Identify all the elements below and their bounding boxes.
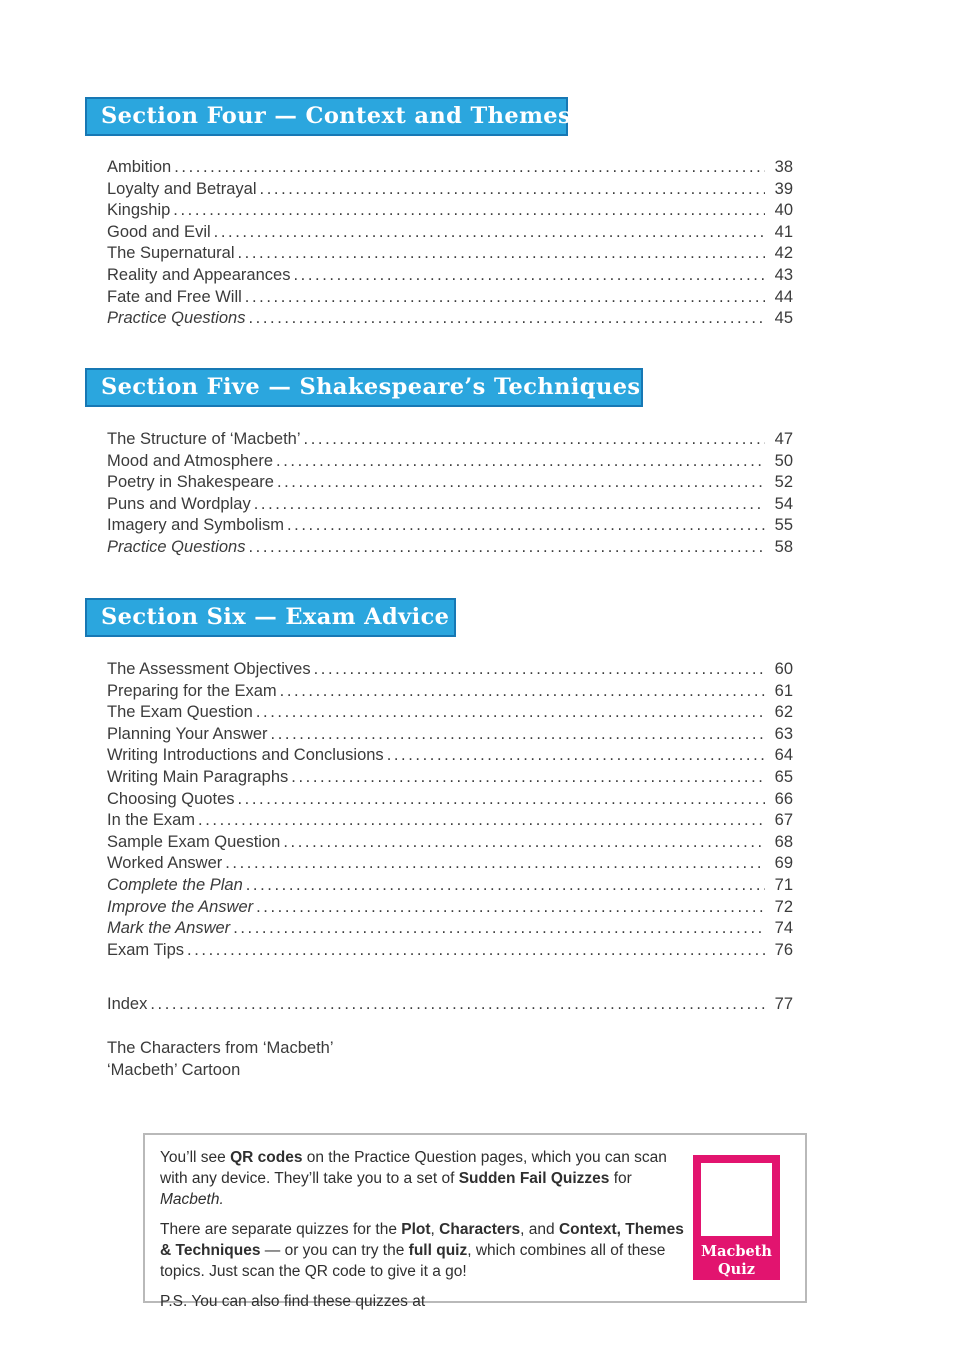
toc-entry [107,994,793,1016]
toc-entry-page: 61 [774,681,793,700]
toc-leader-dots [293,265,765,287]
toc-entry-label: Complete the Plan [107,875,243,894]
qr-code-image [701,1163,772,1236]
toc-leader-dots [248,308,765,330]
section-six-list [107,659,793,961]
toc-entry-page: 55 [774,516,793,535]
toc-entry-label: Mood and Atmosphere [107,451,274,470]
toc-entry-page: 60 [774,660,793,678]
toc-leader-dots [233,918,765,940]
toc-entry [107,897,793,919]
toc-leader-dots [198,810,765,832]
toc-leader-dots [150,994,765,1016]
toc-leader-dots [173,200,765,222]
toc-entry-page: 74 [774,919,793,938]
toc-entry-label: Writing Main Paragraphs [107,767,289,786]
toc-entry-label: The Exam Question [107,703,253,722]
qr-box-text [160,1138,688,1312]
toc-entry-page: 41 [774,222,793,241]
toc-entry-label: Loyalty and Betrayal [107,179,257,198]
toc-entry-label: Planning Your Answer [107,724,268,743]
qr-box-paragraph: You’ll see QR codes on the Practice Question pages, which you can scan with any device. They’ll take you to a set of Sudden Fail Quizzes for Macbeth. [160,1149,667,1208]
toc-entry [107,200,793,222]
toc-entry-page: 38 [774,158,793,176]
toc-entry-page: 52 [774,473,793,492]
toc-entry-page: 40 [774,201,793,220]
toc-leader-dots [291,767,765,789]
toc-entry-label: Reality and Appearances [107,265,291,284]
toc-entry-page: 63 [774,724,793,743]
toc-entry-page: 54 [774,494,793,513]
toc-leader-dots [276,451,765,473]
toc-entry-page: 62 [774,703,793,722]
toc-entry-label: Mark the Answer [107,919,231,938]
toc-entry-page: 47 [774,430,793,448]
section-four-header: Section Four — Context and Themes [85,97,568,136]
toc-entry [107,745,793,767]
toc-entry-page: 77 [774,995,793,1013]
toc-entry-label: Worked Answer [107,854,223,873]
toc-entry-label: Exam Tips [107,940,185,959]
toc-entry [107,789,793,811]
toc-entry-label: Sample Exam Question [107,832,281,851]
toc-entry-label: Good and Evil [107,222,211,241]
toc-leader-dots [387,745,765,767]
extra-entry-cartoon: ‘Macbeth’ Cartoon [107,1060,241,1079]
toc-entry-label: Choosing Quotes [107,789,235,808]
toc-leader-dots [238,789,766,811]
qr-code-frame [693,1155,780,1280]
toc-entry [107,265,793,287]
toc-entry-page: 68 [774,832,793,851]
section-four-list [107,157,793,330]
toc-entry-label: Kingship [107,201,171,220]
toc-entry-label: The Assessment Objectives [107,660,311,678]
toc-entry [107,940,793,962]
extra-entries [107,1038,334,1081]
toc-entry [107,767,793,789]
qr-code-label [693,1243,780,1279]
toc-leader-dots [187,940,765,962]
toc-leader-dots [256,702,765,724]
toc-entry-label: Imagery and Symbolism [107,516,284,535]
toc-entry [107,918,793,940]
toc-entry [107,724,793,746]
toc-entry-label: Puns and Wordplay [107,494,251,513]
toc-entry [107,243,793,265]
toc-entry [107,287,793,309]
extra-entry-characters: The Characters from ‘Macbeth’ [107,1039,334,1057]
toc-entry-page: 50 [774,451,793,470]
toc-entry [107,222,793,244]
toc-leader-dots [174,157,765,179]
toc-leader-dots [256,897,765,919]
toc-entry-label: In the Exam [107,811,196,830]
toc-entry-page: 58 [774,537,793,556]
toc-entry [107,810,793,832]
toc-entry-page: 39 [774,179,793,198]
toc-entry-label: Preparing for the Exam [107,681,277,700]
section-five-list [107,429,793,559]
toc-leader-dots [280,681,765,703]
toc-entry-label: Index [107,995,148,1013]
toc-entry-label: The Supernatural [107,244,235,263]
qr-info-box [143,1133,807,1310]
toc-leader-dots [214,222,765,244]
toc-entry [107,681,793,703]
toc-entry-page: 66 [774,789,793,808]
toc-leader-dots [254,494,765,516]
toc-entry [107,179,793,201]
toc-leader-dots [283,832,765,854]
section-five-header: Section Five — Shakespeare’s Techniques [85,368,643,407]
toc-entry-label: Practice Questions [107,537,246,556]
toc-entry-label: Fate and Free Will [107,287,242,306]
toc-entry [107,659,793,681]
index-list [107,994,793,1016]
toc-entry [107,515,793,537]
toc-entry [107,832,793,854]
toc-entry [107,875,793,897]
toc-entry-page: 72 [774,897,793,916]
toc-entry [107,308,793,330]
toc-entry [107,429,793,451]
toc-entry-page: 71 [774,875,793,894]
qr-code-label-line2: Quiz [718,1261,755,1278]
toc-leader-dots [260,179,765,201]
toc-entry [107,157,793,179]
toc-leader-dots [225,853,765,875]
section-six-header: Section Six — Exam Advice [85,598,456,637]
toc-entry-page: 67 [774,811,793,830]
toc-leader-dots [248,537,765,559]
qr-code-label-line1: Macbeth [701,1243,772,1260]
toc-leader-dots [287,515,765,537]
toc-entry [107,451,793,473]
toc-entry [107,853,793,875]
toc-entry-label: Improve the Answer [107,897,254,916]
toc-leader-dots [246,875,765,897]
toc-entry-page: 69 [774,854,793,873]
toc-entry [107,494,793,516]
toc-entry-label: Practice Questions [107,309,246,328]
toc-leader-dots [314,659,765,681]
toc-entry [107,472,793,494]
toc-entry-page: 45 [774,309,793,328]
toc-leader-dots [271,724,765,746]
toc-entry-page: 43 [774,265,793,284]
toc-entry-page: 65 [774,767,793,786]
toc-leader-dots [245,287,765,309]
toc-entry-label: Poetry in Shakespeare [107,473,274,492]
toc-entry-label: Ambition [107,158,172,176]
toc-entry-page: 44 [774,287,793,306]
toc-entry-label: The Structure of ‘Macbeth’ [107,430,301,448]
qr-box-paragraph: There are separate quizzes for the Plot, Characters, and Context, Themes & Techniques — or you can try the full quiz, which combines all of these topics. Just scan the QR code to give it a go! [160,1221,684,1280]
toc-entry-page: 42 [774,244,793,263]
qr-box-paragraph: P.S. You can also find these quizzes at [160,1293,426,1310]
toc-leader-dots [238,243,766,265]
toc-entry [107,537,793,559]
toc-leader-dots [277,472,765,494]
toc-entry-page: 64 [774,746,793,765]
toc-entry-label: Writing Introductions and Conclusions [107,746,384,765]
toc-entry-page: 76 [774,940,793,959]
toc-entry [107,702,793,724]
toc-leader-dots [304,429,765,451]
